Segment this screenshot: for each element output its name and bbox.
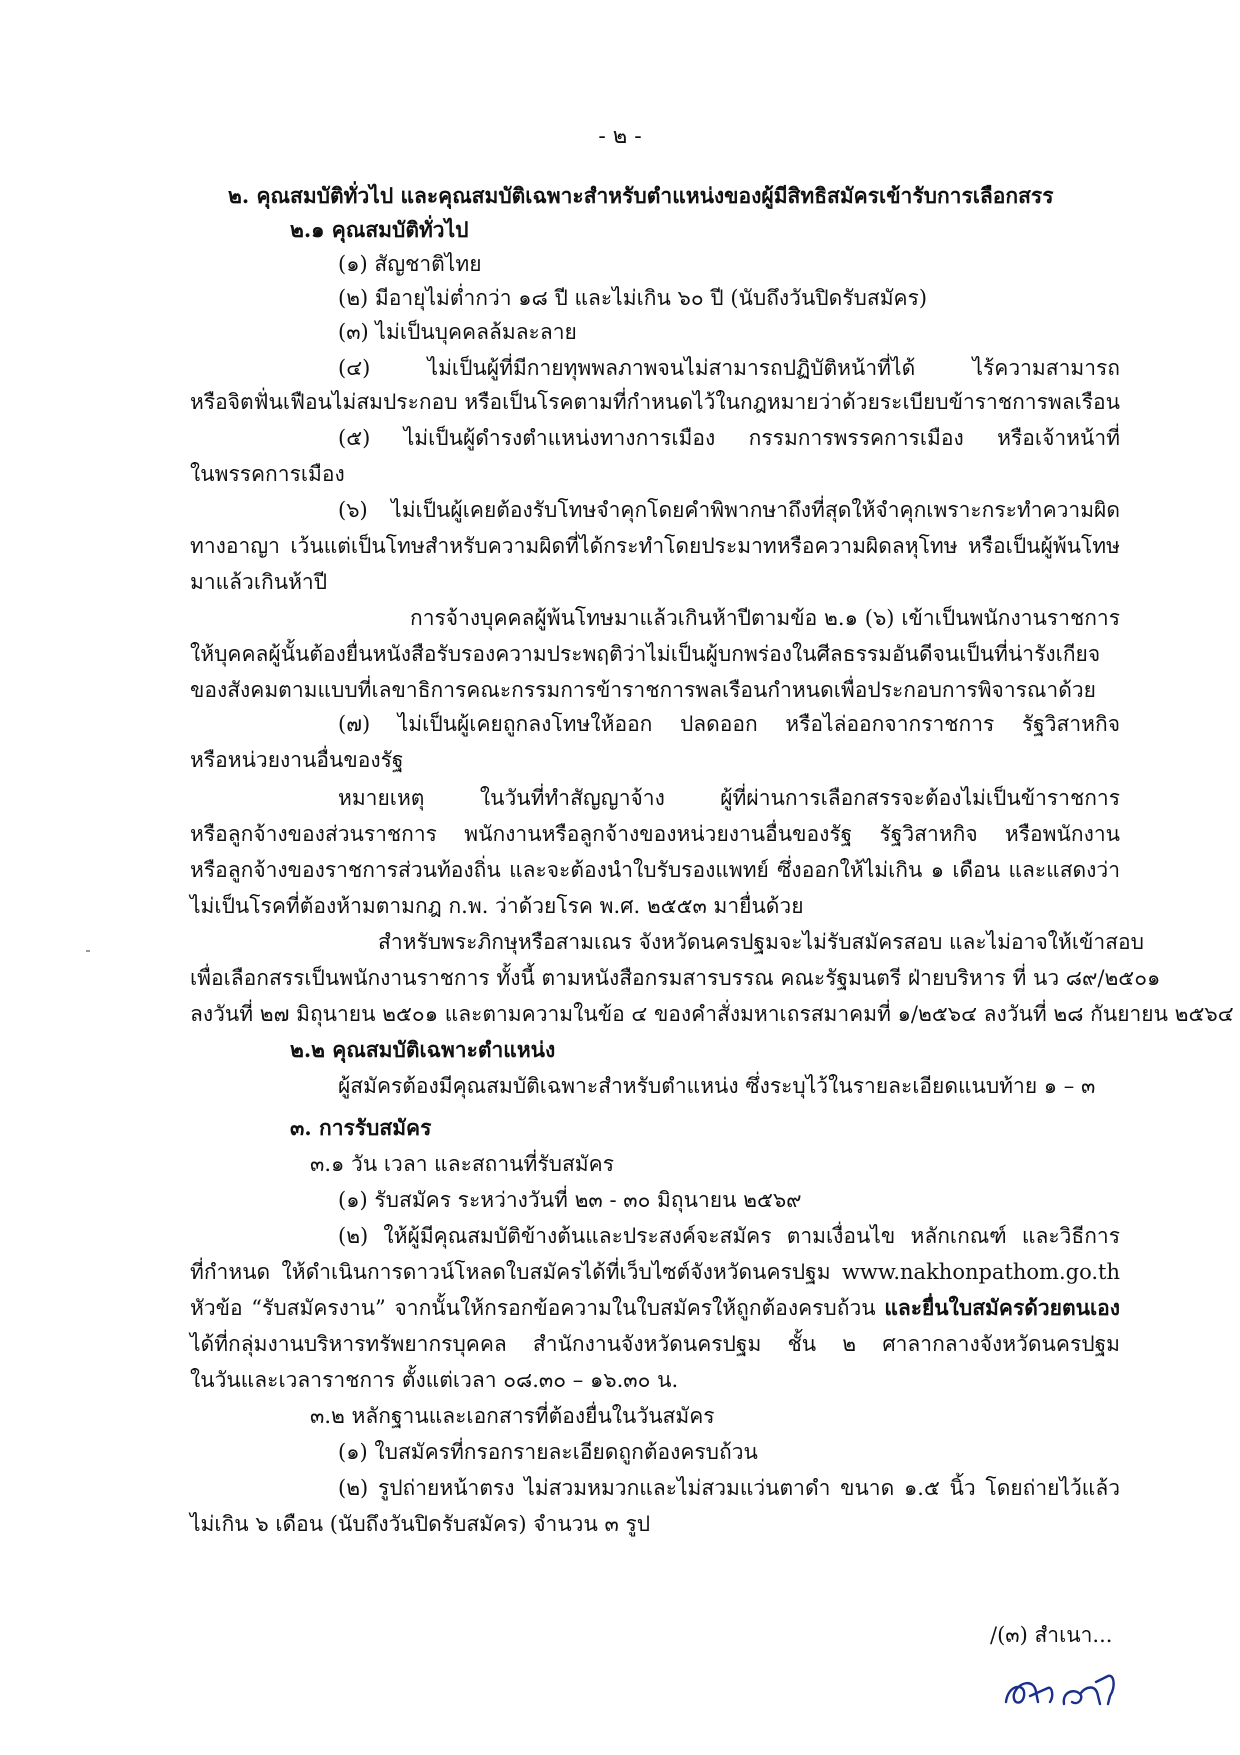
section-3-heading: ๓. การรับสมัคร: [290, 1115, 432, 1140]
list-item-cont: มาแล้วเกินห้าปี: [190, 570, 328, 594]
monk-paragraph: สำหรับพระภิกษุหรือสามเณร จังหวัดนครปฐมจะไม่รับสมัครสอบ และไม่อาจให้เข้าสอบ: [378, 930, 1144, 954]
margin-mark: [86, 950, 90, 952]
paragraph-cont: ของสังคมตามแบบที่เลขาธิการคณะกรรมการข้าราชการพลเรือนกำหนดเพื่อประกอบการพิจารณาด้วย: [190, 678, 1096, 702]
list-item-cont: ไม่เกิน ๖ เดือน (นับถึงวันปิดรับสมัคร) จำนวน ๓ รูป: [190, 1512, 651, 1536]
note-paragraph: หมายเหตุ ในวันที่ทำสัญญาจ้าง ผู้ที่ผ่านการเลือกสรรจะต้องไม่เป็นข้าราชการ: [338, 786, 1120, 810]
list-item-cont: ในวันและเวลาราชการ ตั้งแต่เวลา ๐๘.๓๐ – ๑๖.๓๐ น.: [190, 1368, 679, 1392]
list-item: (๑) รับสมัคร ระหว่างวันที่ ๒๓ - ๓๐ มิถุนายน ๒๕๖๙: [338, 1188, 802, 1212]
list-item: (๖) ไม่เป็นผู้เคยต้องรับโทษจำคุกโดยคำพิพากษาถึงที่สุดให้จำคุกเพราะกระทำความผิด: [338, 498, 1120, 522]
section-3-1-heading: ๓.๑ วัน เวลา และสถานที่รับสมัคร: [310, 1152, 614, 1176]
paragraph-cont: ให้บุคคลผู้นั้นต้องยื่นหนังสือรับรองความประพฤติว่าไม่เป็นผู้บกพร่องในศีลธรรมอันดีจนเป็นที่น่ารังเกียจ: [190, 642, 1101, 666]
note-paragraph-cont: หรือลูกจ้างของราชการส่วนท้องถิ่น และจะต้องนำใบรับรองแพทย์ ซึ่งออกให้ไม่เกิน ๑ เดือน และแสดงว่า: [190, 858, 1120, 882]
list-item-cont: ในพรรคการเมือง: [190, 462, 345, 486]
list-item: (๒) ให้ผู้มีคุณสมบัติข้างต้นและประสงค์จะสมัคร ตามเงื่อนไข หลักเกณฑ์ และวิธีการ: [338, 1224, 1120, 1248]
list-item: (๑) สัญชาติไทย: [338, 252, 482, 276]
section-2-heading: ๒. คุณสมบัติทั่วไป และคุณสมบัติเฉพาะสำหรับตำแหน่งของผู้มีสิทธิสมัครเข้ารับการเลือกสรร: [228, 183, 1054, 208]
monk-paragraph-cont: เพื่อเลือกสรรเป็นพนักงานราชการ ทั้งนี้ ตามหนังสือกรมสารบรรณ คณะรัฐมนตรี ฝ่ายบริหาร ที่ นว ๘๙/๒๕๐๑: [190, 966, 1161, 990]
list-item: (๒) รูปถ่ายหน้าตรง ไม่สวมหมวกและไม่สวมแว่นตาดำ ขนาด ๑.๕ นิ้ว โดยถ่ายไว้แล้ว: [338, 1476, 1120, 1500]
list-item: (๑) ใบสมัครที่กรอกรายละเอียดถูกต้องครบถ้วน: [338, 1440, 758, 1464]
note-paragraph-cont: หรือลูกจ้างของส่วนราชการ พนักงานหรือลูกจ้างของหน่วยงานอื่นของรัฐ รัฐวิสาหกิจ หรือพนักงาน: [190, 822, 1120, 846]
paragraph: การจ้างบุคคลผู้พ้นโทษมาแล้วเกินห้าปีตามข้อ ๒.๑ (๖) เข้าเป็นพนักงานราชการ: [410, 606, 1120, 630]
section-2-2-heading: ๒.๒ คุณสมบัติเฉพาะตำแหน่ง: [290, 1037, 556, 1062]
section-3-2-heading: ๓.๒ หลักฐานและเอกสารที่ต้องยื่นในวันสมัคร: [310, 1404, 715, 1428]
list-item-cont: ทางอาญา เว้นแต่เป็นโทษสำหรับความผิดที่ได้กระทำโดยประมาทหรือความผิดลหุโทษ หรือเป็นผู้พ้นโทษ: [190, 534, 1120, 558]
list-item: (๗) ไม่เป็นผู้เคยถูกลงโทษให้ออก ปลดออก หรือไล่ออกจากราชการ รัฐวิสาหกิจ: [338, 712, 1120, 736]
list-item-cont: ได้ที่กลุ่มงานบริหารทรัพยากรบุคคล สำนักงานจังหวัดนครปฐม ชั้น ๒ ศาลากลางจังหวัดนครปฐม: [190, 1332, 1120, 1356]
section-2-1-heading: ๒.๑ คุณสมบัติทั่วไป: [290, 217, 469, 242]
list-item-cont: หรือจิตฟั่นเฟือนไม่สมประกอบ หรือเป็นโรคตามที่กำหนดไว้ในกฎหมายว่าด้วยระเบียบข้าราชการพลเรือน: [190, 390, 1120, 414]
list-item: (๒) มีอายุไม่ต่ำกว่า ๑๘ ปี และไม่เกิน ๖๐ ปี (นับถึงวันปิดรับสมัคร): [338, 286, 928, 310]
list-item: (๓) ไม่เป็นบุคคลล้มละลาย: [338, 320, 577, 344]
list-item: (๕) ไม่เป็นผู้ดำรงตำแหน่งทางการเมือง กรรมการพรรคการเมือง หรือเจ้าหน้าที่: [338, 426, 1120, 450]
list-item-cont: ที่กำหนด ให้ดำเนินการดาวน์โหลดใบสมัครได้ที่เว็บไซต์จังหวัดนครปฐม www.nakhonpathom.go.th: [190, 1260, 1120, 1284]
page-number: - ๒ -: [598, 124, 642, 149]
list-item-cont: [190, 1290, 1120, 1326]
bold-emphasis: และยื่นใบสมัครด้วยตนเอง: [884, 1295, 1120, 1320]
monk-paragraph-cont: ลงวันที่ ๒๗ มิถุนายน ๒๕๐๑ และตามความในข้อ ๔ ของคำสั่งมหาเถรสมาคมที่ ๑/๒๕๖๔ ลงวันที่ ๒๘ กันยายน ๒๕๖๔: [190, 1002, 1234, 1026]
continuation-marker: /(๓) สำเนา...: [990, 1623, 1113, 1647]
paragraph: ผู้สมัครต้องมีคุณสมบัติเฉพาะสำหรับตำแหน่ง ซึ่งระบุไว้ในรายละเอียดแนบท้าย ๑ – ๓: [338, 1074, 1096, 1098]
note-paragraph-cont: ไม่เป็นโรคที่ต้องห้ามตามกฎ ก.พ. ว่าด้วยโรค พ.ศ. ๒๕๕๓ มายื่นด้วย: [190, 894, 804, 918]
list-item: (๔) ไม่เป็นผู้ที่มีกายทุพพลภาพจนไม่สามารถปฏิบัติหน้าที่ได้ ไร้ความสามารถ: [338, 356, 1120, 380]
text-span: หัวข้อ “รับสมัครงาน” จากนั้นให้กรอกข้อความในใบสมัครให้ถูกต้องครบถ้วน: [190, 1296, 885, 1320]
signature-image: [1000, 1662, 1130, 1722]
list-item-cont: หรือหน่วยงานอื่นของรัฐ: [190, 748, 404, 772]
